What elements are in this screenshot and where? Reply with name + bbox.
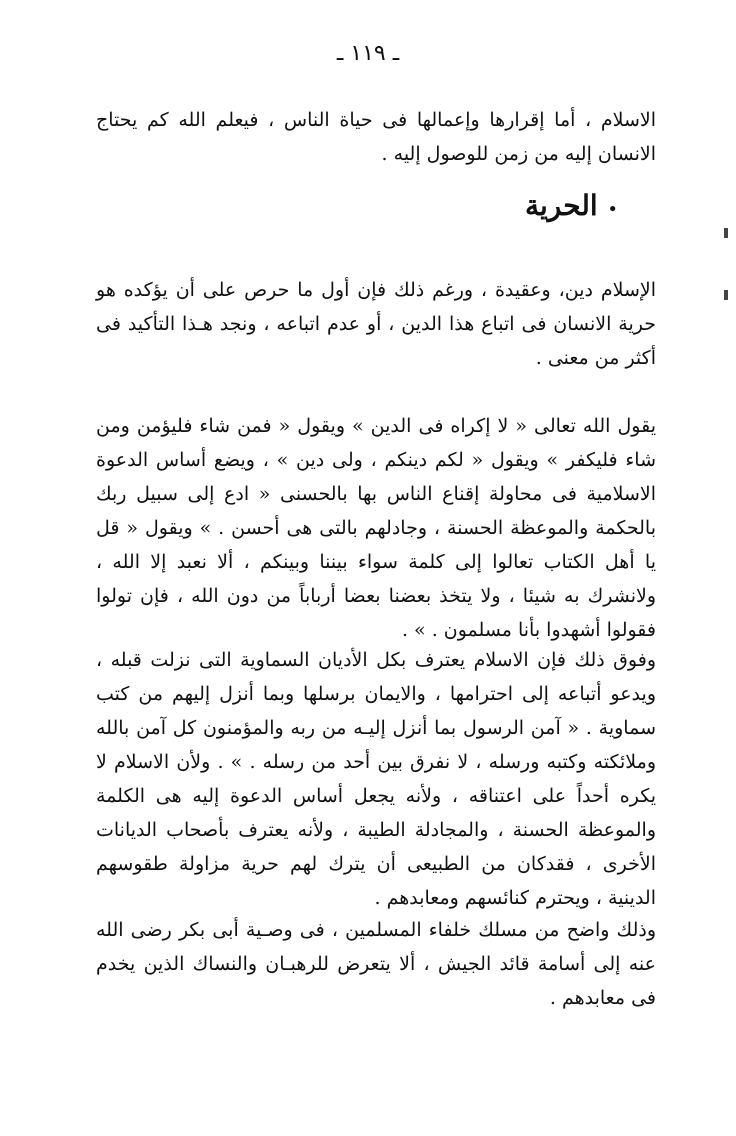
paragraph-caliphs: وذلك واضح من مسلك خلفاء المسلمين ، فى وصـية أبى بكر رضى الله عنه إلى أسامة قائد الجيش ، ألا يتعرض للرهبـان والنساك الذين يخدم فى معابدهم .	[96, 919, 656, 1009]
page-number: ـ ١١٩ ـ	[336, 41, 400, 66]
section-heading-title: الحرية	[524, 189, 598, 222]
section-heading	[525, 186, 618, 230]
scan-edge-mark	[724, 228, 728, 238]
paragraph-freedom-intro: الإسلام دين، وعقيدة ، ورغم ذلك فإن أول ما حرص على أن يؤكده هو حرية الانسان فى اتباع هذا الدين ، أو عدم اتباعه ، ونجد هـذا التأكيد فى أكثر من معنى .	[96, 279, 656, 369]
paragraph-quran-quotes: يقول الله تعالى « لا إكراه فى الدين » ويقول « فمن شاء فليؤمن ومن شاء فليكفر » ويقول « لكم دينكم ، ولى دين » ، ويضع أساس الدعوة الاسلامية فى محاولة إقناع الناس بها بالحسنى « ادع إلى سبيل ربك بالحكمة والموعظة الحسنة ، وجادلهم بالتى هى أحسن . » ويقول « قل يا أهل الكتاب تعالوا إلى كلمة سواء بيننا وبينكم ، ألا نعبد إلا الله ، ولانشرك به شيئا ، ولا يتخذ بعضنا بعضا أرباباً من دون الله ، فإن تولوا فقولوا أشهدوا بأنا مسلمون . » .	[96, 415, 656, 641]
scan-edge-mark	[724, 290, 728, 300]
heading-bullet: •	[607, 199, 618, 220]
paragraph-continuation: الاسلام ، أما إقرارها وإعمالها فى حياة الناس ، فيعلم الله كم يحتاج الانسان إليه من زمن للوصول إليه .	[96, 109, 656, 165]
paragraph-other-religions: وفوق ذلك فإن الاسلام يعترف بكل الأديان السماوية التى نزلت قبله ، ويدعو أتباعه إلى احترامها ، والايمان برسلها وبما أنزل إليهم من كتب سماوية . « آمن الرسول بما أنزل إليـه من ربه والمؤمنون كل آمن بالله وملائكته وكتبه ورسله ، لا نفرق بين أحد من رسله . » . ولأن الاسلام لا يكره أحداً على اعتناقه ، ولأنه يجعل أساس الدعوة إليه هى الكلمة والموعظة الحسنة ، والمجادلة الطيبة ، ولأنه يعترف بأصحاب الديانات الأخرى ، فقدكان من الطبيعى أن يترك لهم حرية مزاولة طقوسهم الدينية ، ويحترم كنائسهم ومعابدهم .	[96, 649, 656, 909]
